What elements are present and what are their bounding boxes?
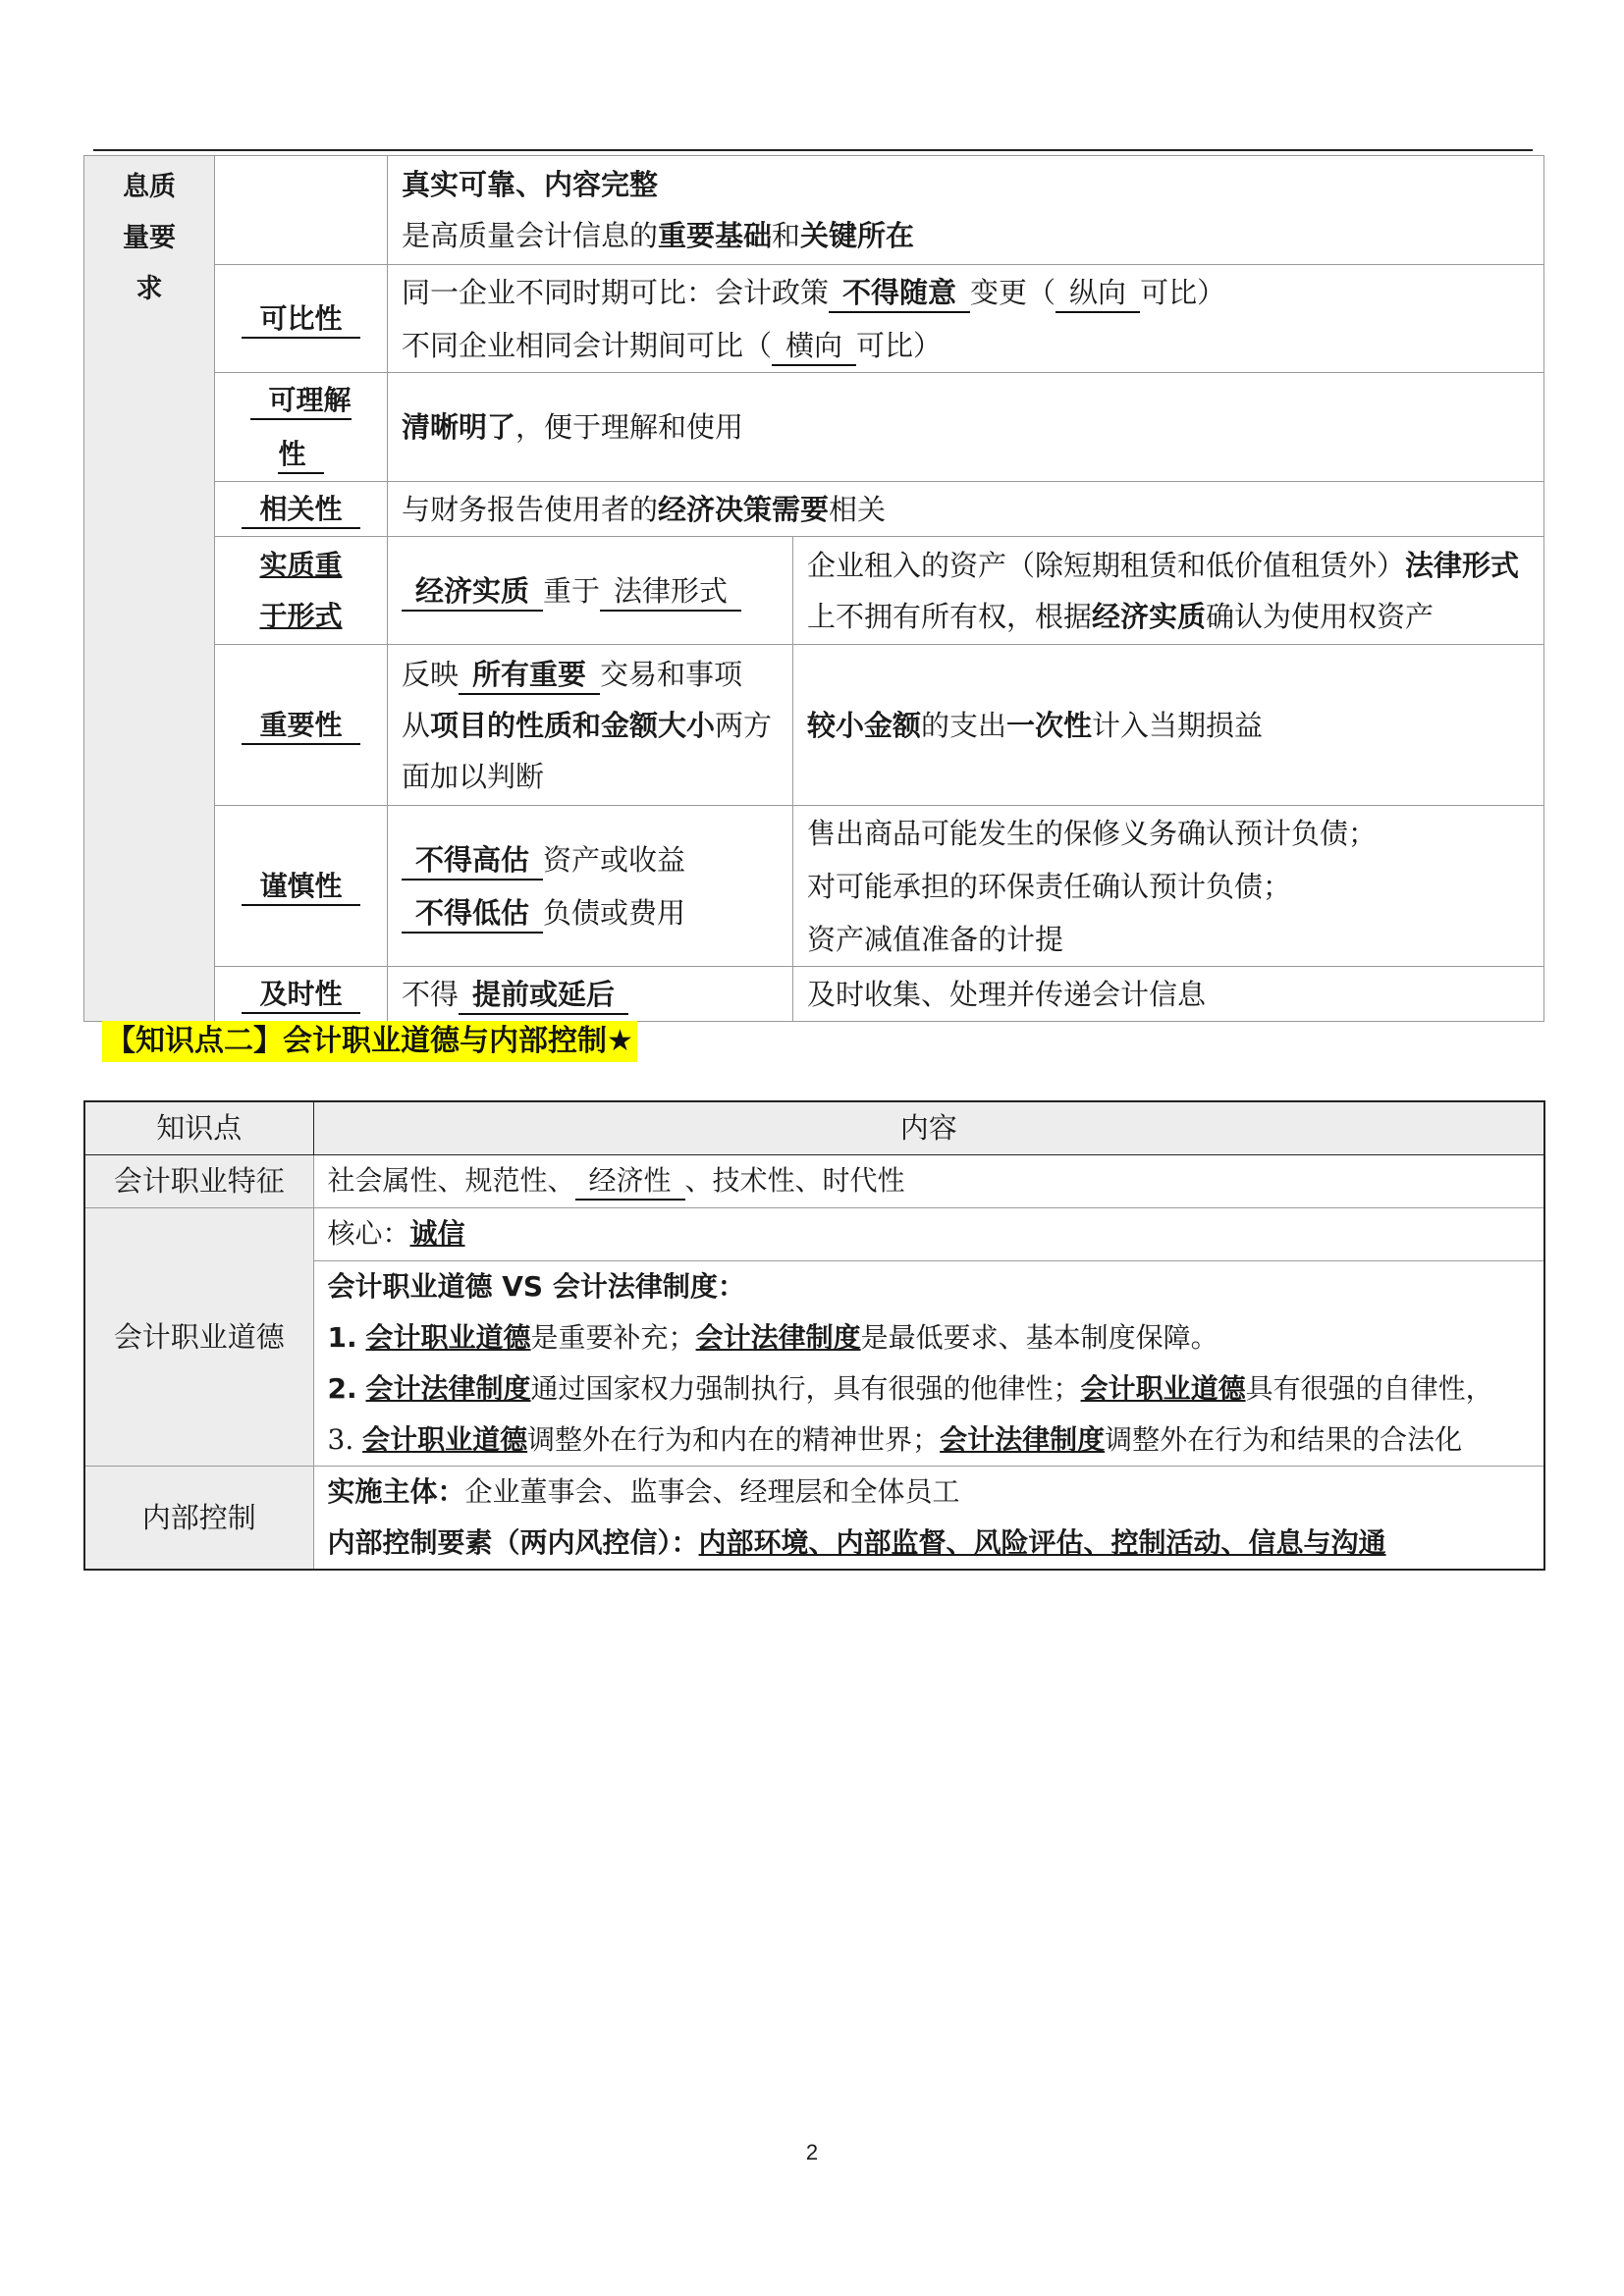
timeliness-content: 不得 提前或延后 [388,967,793,1022]
understandability-content: 清晰明了，便于理解和使用 [388,373,1544,482]
section2-heading: 【知识点二】会计职业道德与内部控制★ [102,1021,637,1062]
materiality-label: 重要性 [215,645,388,806]
reliability-line1: 真实可靠、内容完整 [402,168,659,201]
control-label: 内部控制 [84,1466,313,1570]
comparability-content: 同一企业不同时期可比：会计政策 不得随意 变更（ 纵向 可比） 不同企业相同会计期间可比（ 横向 可比） [388,265,1544,373]
blank-cell [215,156,388,265]
timeliness-label: 及时性 [215,967,388,1022]
comparability-label: 可比性 [215,265,388,373]
relevance-content: 与财务报告使用者的经济决策需要相关 [388,482,1544,537]
page-number: 2 [805,2140,819,2164]
timeliness-example: 及时收集、处理并传递会计信息 [793,967,1544,1022]
features-content: 社会属性、规范性、 经济性 、技术性、时代性 [313,1154,1544,1207]
control-content: 实施主体：企业董事会、监事会、经理层和全体员工 内部控制要素（两内风控信）：内部环境、内部监督、风险评估、控制活动、信息与沟通 [313,1466,1544,1570]
ethics-control-table [83,1100,1545,1571]
header-knowledge-point: 知识点 [84,1101,313,1154]
ethics-label: 会计职业道德 [84,1207,313,1466]
prudence-example: 售出商品可能发生的保修义务确认预计负债； 对可能承担的环保责任确认预计负债； 资产减值准备的计提 [793,806,1544,967]
prudence-content: 不得高估 资产或收益 不得低估 负债或费用 [388,806,793,967]
reliability-line2: 是高质量会计信息的重要基础和关键所在 [402,219,915,252]
header-content: 内容 [313,1101,1544,1154]
prudence-label: 谨慎性 [215,806,388,967]
features-label: 会计职业特征 [84,1154,313,1207]
ethics-core: 核心：诚信 [313,1207,1544,1260]
substance-content: 经济实质 重于 法律形式 [388,537,793,645]
materiality-example: 较小金额的支出一次性计入当期损益 [793,645,1544,806]
substance-label: 实质重于形式 [215,537,388,645]
ethics-vs: 会计职业道德 VS 会计法律制度： 1. 会计职业道德是重要补充；会计法律制度是最低要求、基本制度保障。 2. 会计法律制度通过国家权力强制执行，具有很强的他律性；会计职业道德具有很强的自律性， 3. 会计职业道德调整外在行为和内在的精神世界；会计法律制度调整外在行为和结果的合法化 [313,1260,1544,1466]
category-cell: 息质量要求 [84,156,215,1022]
relevance-label: 相关性 [215,482,388,537]
reliability-content [388,156,1544,265]
quality-requirements-table [83,155,1544,1022]
top-rule [93,149,1533,151]
substance-example: 企业租入的资产（除短期租赁和低价值租赁外）法律形式上不拥有所有权，根据经济实质确认为使用权资产 [793,537,1544,645]
materiality-content: 反映 所有重要 交易和事项 从项目的性质和金额大小两方面加以判断 [388,645,793,806]
understandability-label: 可理解性 [215,373,388,482]
